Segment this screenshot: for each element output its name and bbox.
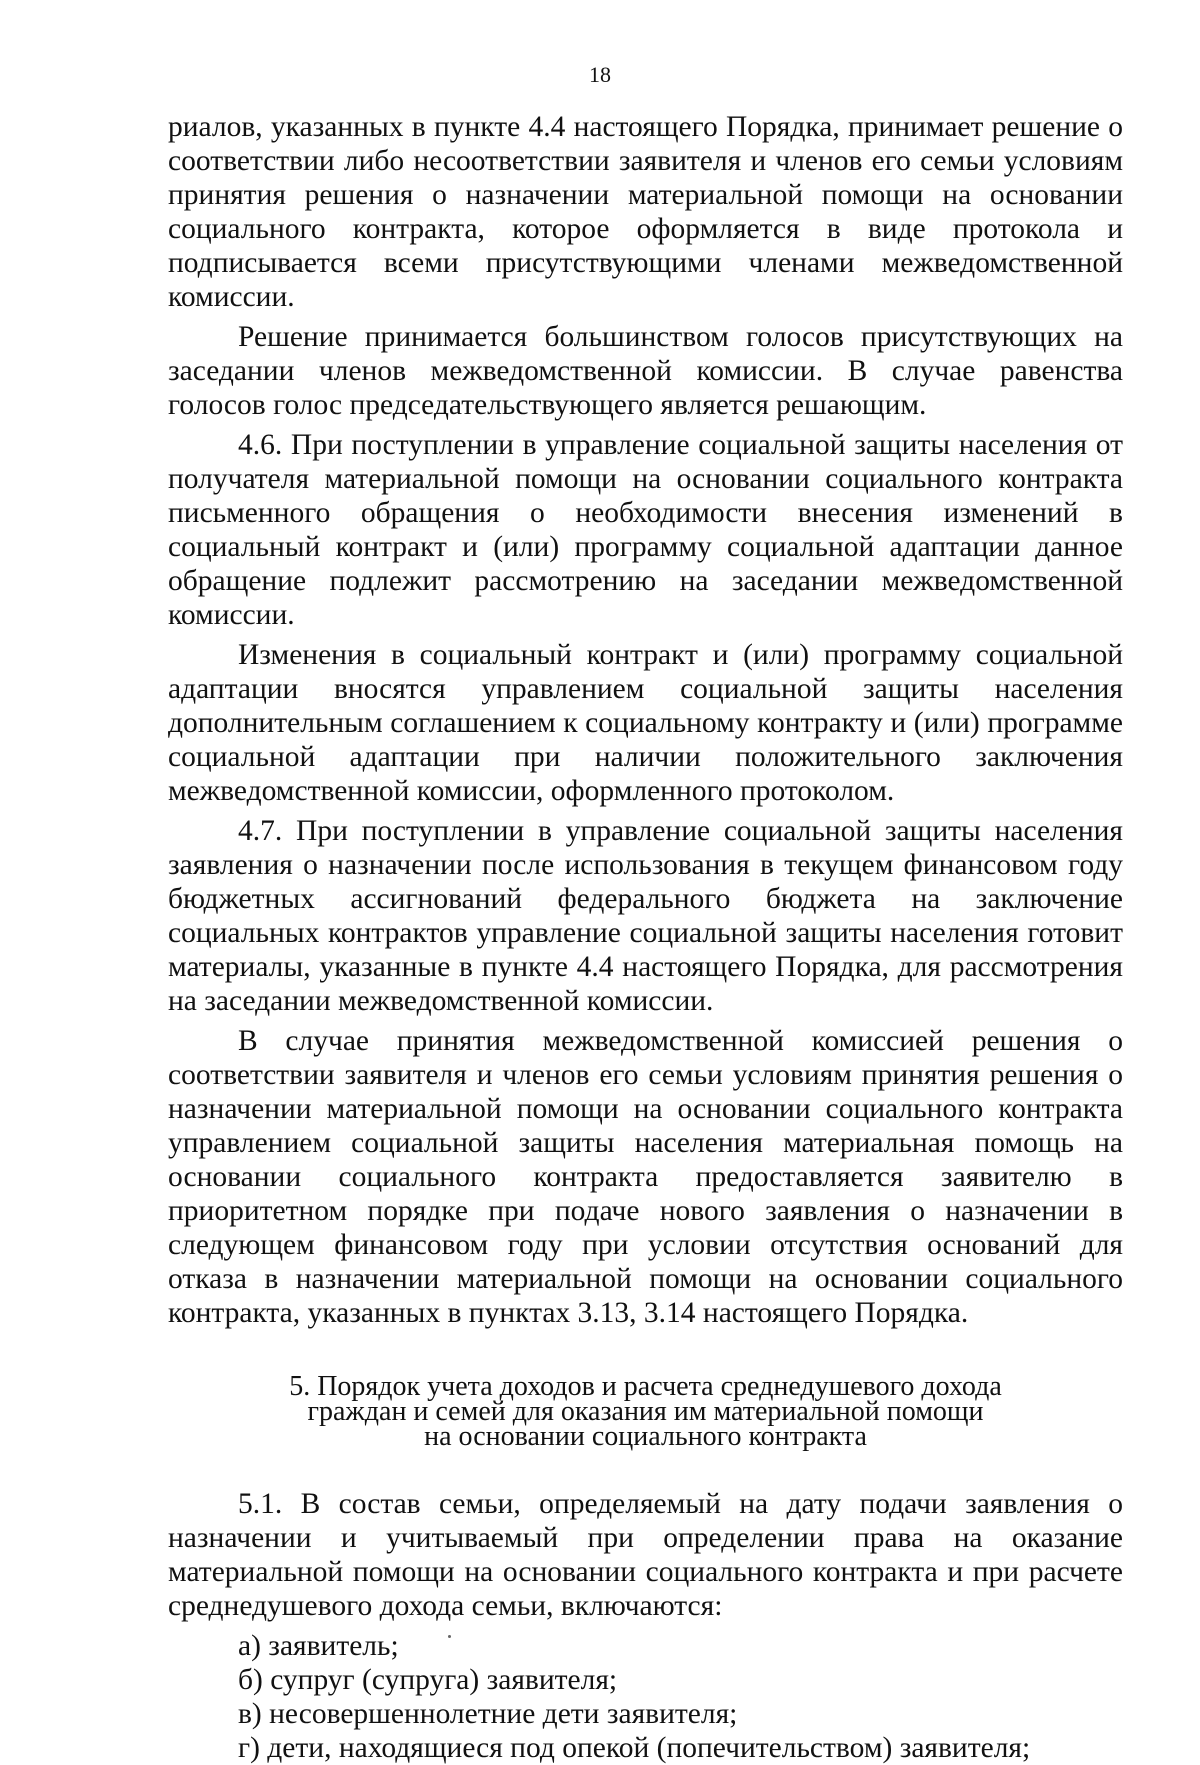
list-item: в) несовершеннолетние дети заявителя; [238,1698,738,1730]
list-item: а) заявитель; [238,1630,399,1662]
paragraph-5-1: 5.1. В состав семьи, определяемый на дату подачи заявления о назначении и учитываемый при определении права на оказание материальной помощи на основании социального контракта и при расчете среднедушевого дохода семьи, включаются: [168,1488,1123,1622]
document-body [168,110,1123,1765]
paragraph-continuation-4-5: риалов, указанных в пункте 4.4 настоящего Порядка, принимает решение о соответствии либо несоответствии заявителя и членов его семьи условиям принятия решения о назначении материальной помощи на основании социального контракта, которое оформляется в виде протокола и подписывается всеми присутствующими членами межведомственной комиссии. [168,111,1123,313]
section-heading-line-2: граждан и семей для оказания им материальной помощи [307,1396,984,1427]
section-heading-line-3: на основании социального контракта [424,1421,867,1452]
section-5-heading [168,1371,1123,1452]
page-number: 18 [589,62,611,87]
paragraph-4-6: 4.6. При поступлении в управление социальной защиты населения от получателя материальной помощи на основании социального контракта письменного обращения о необходимости внесения изменений в социальный контракт и (или) программу социальной адаптации данное обращение подлежит рассмотрению на заседании межведомственной комиссии. [168,429,1123,631]
scan-speck [448,1635,451,1638]
paragraph-voting-rules: Решение принимается большинством голосов присутствующих на заседании членов межведомственной комиссии. В случае равенства голосов голос председательствующего является решающим. [168,321,1123,421]
paragraph-4-7: 4.7. При поступлении в управление социальной защиты населения заявления о назначении после использования в текущем финансовом году бюджетных ассигнований федерального бюджета на заключение социальных контрактов управление социальной защиты населения готовит материалы, указанные в пункте 4.4 настоящего Порядка, для рассмотрения на заседании межведомственной комиссии. [168,815,1123,1017]
paragraph-priority-assignment: В случае принятия межведомственной комиссией решения о соответствии заявителя и членов его семьи условиям принятия решения о назначении материальной помощи на основании социального контракта управлением социальной защиты населения материальная помощь на основании социального контракта предоставляется заявителю в приоритетном порядке при подаче нового заявления о назначении в следующем финансовом году при условии отсутствия оснований для отказа в назначении материальной помощи на основании социального контракта, указанных в пунктах 3.13, 3.14 настоящего Порядка. [168,1025,1123,1329]
paragraph-contract-changes: Изменения в социальный контракт и (или) программу социальной адаптации вносятся управлением социальной защиты населения дополнительным соглашением к социальному контракту и (или) программе социальной адаптации при наличии положительного заключения межведомственной комиссии, оформленного протоколом. [168,639,1123,807]
list-item: б) супруг (супруга) заявителя; [238,1664,618,1696]
section-heading-line-1: 5. Порядок учета доходов и расчета среднедушевого дохода [289,1371,1002,1402]
list-item: г) дети, находящиеся под опекой (попечительством) заявителя; [238,1732,1031,1764]
family-composition-list [168,1629,1123,1765]
